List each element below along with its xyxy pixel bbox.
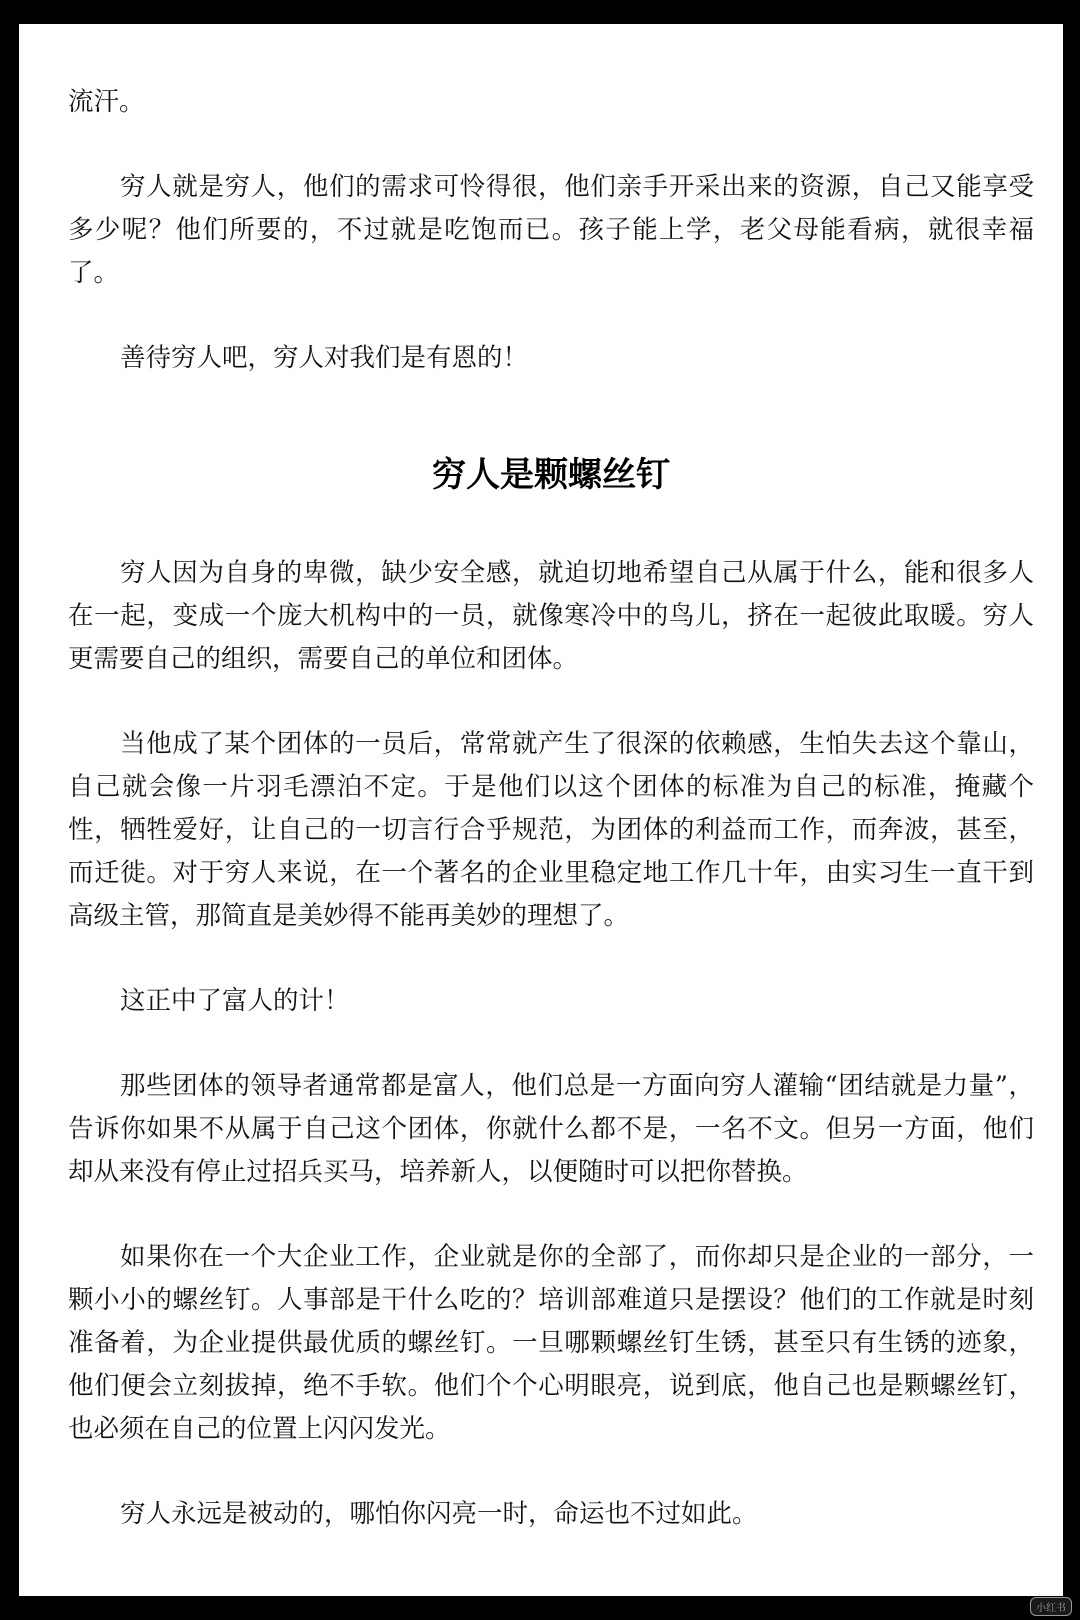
watermark-logo: 小红书: [1030, 1597, 1072, 1616]
paragraph: 如果你在一个大企业工作，企业就是你的全部了，而你却只是企业的一部分，一颗小小的螺丝钉。人事部是干什么吃的？培训部难道只是摆设？他们的工作就是时刻准备着，为企业提供最优质的螺丝钉。一旦哪颗螺丝钉生锈，甚至只有生锈的迹象，他们便会立刻拔掉，绝不手软。他们个个心明眼亮，说到底，他自己也是颗螺丝钉，也必须在自己的位置上闪闪发光。: [68, 1242, 1034, 1444]
paragraph: 穷人就是穷人，他们的需求可怜得很，他们亲手开采出来的资源，自己又能享受多少呢？他们所要的，不过就是吃饱而已。孩子能上学，老父母能看病，就很幸福了。: [68, 172, 1034, 288]
paragraph: 穷人永远是被动的，哪怕你闪亮一时，命运也不过如此。: [120, 1499, 758, 1529]
book-page: [19, 24, 1063, 1596]
section-title: 穷人是颗螺丝钉: [432, 455, 670, 495]
paragraph: 这正中了富人的计！: [120, 986, 350, 1016]
page-content: [68, 24, 1034, 1578]
paragraph: 那些团体的领导者通常都是富人，他们总是一方面向穷人灌输“团结就是力量”，告诉你如果不从属于自己这个团体，你就什么都不是，一名不文。但另一方面，他们却从来没有停止过招兵买马，培养新人，以便随时可以把你替换。: [68, 1071, 1034, 1187]
paragraph: 善待穷人吧，穷人对我们是有恩的！: [120, 343, 529, 373]
paragraph: 穷人因为自身的卑微，缺少安全感，就迫切地希望自己从属于什么，能和很多人在一起，变成一个庞大机构中的一员，就像寒冷中的鸟儿，挤在一起彼此取暖。穷人更需要自己的组织，需要自己的单位和团体。: [68, 558, 1034, 674]
paragraph: 当他成了某个团体的一员后，常常就产生了很深的依赖感，生怕失去这个靠山，自己就会像一片羽毛漂泊不定。于是他们以这个团体的标准为自己的标准，掩藏个性，牺牲爱好，让自己的一切言行合乎规范，为团体的利益而工作，而奔波，甚至，而迁徙。对于穷人来说，在一个著名的企业里稳定地工作几十年，由实习生一直干到高级主管，那简直是美妙得不能再美妙的理想了。: [68, 729, 1034, 931]
continuation-text: 流汗。: [68, 87, 145, 117]
